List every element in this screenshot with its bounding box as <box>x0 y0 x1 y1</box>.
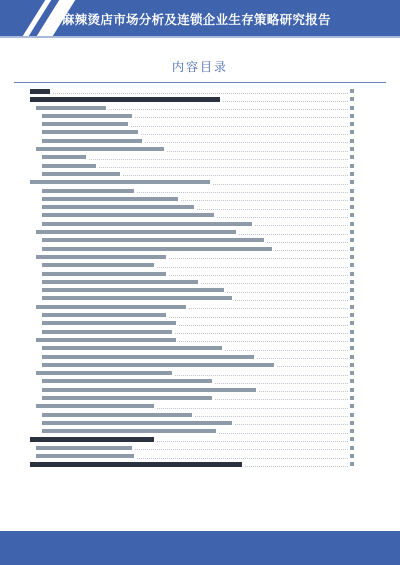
toc-entry[interactable] <box>30 262 354 270</box>
toc-entry-label <box>42 429 216 433</box>
toc-leader-dots <box>137 192 348 193</box>
toc-entry[interactable] <box>30 237 354 245</box>
toc-heading: 内容目录 <box>171 60 228 74</box>
toc-page-number <box>350 446 354 450</box>
toc-entry-label <box>42 313 166 317</box>
toc-page-number <box>350 321 354 325</box>
toc-page-number <box>350 454 354 458</box>
toc-page-number <box>350 404 354 408</box>
toc-entry-label <box>42 155 86 159</box>
toc-page-number <box>350 106 354 110</box>
toc-entry-label <box>42 272 166 276</box>
toc-entry-label <box>42 189 134 193</box>
toc-leader-dots <box>277 366 348 367</box>
toc-entry-label <box>36 305 186 309</box>
toc-page-number <box>350 139 354 143</box>
toc-leader-dots <box>157 267 348 268</box>
toc-page-number <box>350 172 354 176</box>
toc-page-number <box>350 205 354 209</box>
toc-entry-label <box>42 114 132 118</box>
toc-entry[interactable] <box>30 163 354 171</box>
toc-leader-dots <box>245 466 348 467</box>
toc-leader-dots <box>213 184 348 185</box>
toc-leader-dots <box>255 225 348 226</box>
toc-entry[interactable] <box>30 387 354 395</box>
toc-leader-dots <box>227 292 348 293</box>
toc-leader-dots <box>197 209 348 210</box>
toc-page-number <box>350 429 354 433</box>
toc-entry-label <box>42 355 254 359</box>
toc-page-number <box>350 147 354 151</box>
toc-entry-label <box>42 280 198 284</box>
toc-leader-dots <box>109 109 348 110</box>
toc-leader-dots <box>179 341 348 342</box>
toc-page-number <box>350 164 354 168</box>
toc-entry-label <box>36 454 134 458</box>
toc-page-number <box>350 263 354 267</box>
toc-entry[interactable] <box>30 96 354 104</box>
toc-entry[interactable] <box>30 354 354 362</box>
toc-entry-label <box>42 346 222 350</box>
toc-entry[interactable] <box>30 254 354 262</box>
toc-leader-dots <box>123 175 348 176</box>
toc-leader-dots <box>257 358 348 359</box>
toc-leader-dots <box>239 234 348 235</box>
toc-leader-dots <box>189 308 348 309</box>
toc-entry-label <box>42 330 172 334</box>
toc-page-number <box>350 388 354 392</box>
toc-leader-dots <box>181 200 348 201</box>
toc-page-number <box>350 338 354 342</box>
toc-page-number <box>350 130 354 134</box>
toc-entry-label <box>30 462 242 467</box>
toc-page-number <box>350 462 354 466</box>
toc-entry[interactable] <box>30 129 354 137</box>
toc-leader-dots <box>137 458 348 459</box>
toc-page-number <box>350 371 354 375</box>
toc-page-number <box>350 272 354 276</box>
toc-entry[interactable] <box>30 412 354 420</box>
toc-leader-dots <box>235 424 348 425</box>
toc-entry-label <box>42 413 192 417</box>
toc-entry-label <box>42 421 232 425</box>
toc-entry[interactable] <box>30 271 354 279</box>
toc-page-number <box>350 122 354 126</box>
toc-leader-dots <box>145 142 348 143</box>
toc-page-number <box>350 255 354 259</box>
toc-entry-label <box>42 321 176 325</box>
toc-page-number <box>350 222 354 226</box>
toc-entry[interactable] <box>30 279 354 287</box>
toc-page-number <box>350 155 354 159</box>
toc-entry[interactable] <box>30 295 354 303</box>
toc-entry-label <box>42 197 178 201</box>
toc-entry-label <box>42 388 256 392</box>
toc-leader-dots <box>169 258 348 259</box>
toc-page-number <box>350 421 354 425</box>
toc-entry[interactable] <box>30 461 354 469</box>
toc-leader-dots <box>141 134 348 135</box>
toc-leader-dots <box>131 126 348 127</box>
toc-entry-label <box>42 213 214 217</box>
toc-entry-label <box>42 130 138 134</box>
toc-entry[interactable] <box>30 188 354 196</box>
toc-leader-dots <box>275 250 348 251</box>
toc-leader-dots <box>135 449 348 450</box>
toc-leader-dots <box>169 317 348 318</box>
toc-leader-dots <box>259 391 348 392</box>
toc-entry-label <box>42 139 142 143</box>
toc-entry[interactable] <box>30 171 354 179</box>
toc-leader-dots <box>225 350 348 351</box>
toc-leader-dots <box>179 325 348 326</box>
toc-entry[interactable] <box>30 370 354 378</box>
toc-leader-dots <box>201 283 348 284</box>
toc-page-number <box>350 305 354 309</box>
toc-entry[interactable] <box>30 88 354 96</box>
toc-page-number <box>350 296 354 300</box>
toc-heading-rule <box>14 82 386 83</box>
toc-entry-label <box>42 379 212 383</box>
toc-page-number <box>350 346 354 350</box>
toc-entry-label <box>36 446 132 450</box>
toc-entry-label <box>42 396 212 400</box>
toc-page-number <box>350 97 354 101</box>
toc-leader-dots <box>235 300 348 301</box>
toc-entry-label <box>36 371 172 375</box>
toc-entry-label <box>36 404 154 408</box>
toc-entry[interactable] <box>30 445 354 453</box>
toc-page-number <box>350 230 354 234</box>
toc-entry[interactable] <box>30 204 354 212</box>
toc-entry[interactable] <box>30 138 354 146</box>
toc-entry-label <box>36 230 236 234</box>
toc-leader-dots <box>195 416 348 417</box>
toc-leader-dots <box>169 275 348 276</box>
toc-page-number <box>350 247 354 251</box>
toc-entry-label <box>36 255 166 259</box>
toc-entry-label <box>42 263 154 267</box>
toc-page-number <box>350 180 354 184</box>
toc-leader-dots <box>219 433 348 434</box>
toc-entry[interactable] <box>30 453 354 461</box>
toc-leader-dots <box>89 159 348 160</box>
toc-entry[interactable] <box>30 345 354 353</box>
toc-page-number <box>350 437 354 441</box>
toc-leader-dots <box>217 217 348 218</box>
toc-leader-dots <box>267 242 348 243</box>
toc-entry-label <box>42 205 194 209</box>
toc-entry[interactable] <box>30 146 354 154</box>
toc-page-number <box>350 355 354 359</box>
toc-entry[interactable] <box>30 105 354 113</box>
toc-page-number <box>350 213 354 217</box>
toc-entry-label <box>42 288 224 292</box>
toc-page-number <box>350 280 354 284</box>
page-header <box>0 0 400 36</box>
toc-page-number <box>350 189 354 193</box>
toc-page-number <box>350 114 354 118</box>
toc-entry[interactable] <box>30 329 354 337</box>
toc-page-number <box>350 413 354 417</box>
toc-entry[interactable] <box>30 229 354 237</box>
table-of-contents <box>30 88 354 470</box>
toc-entry-label <box>42 238 264 242</box>
toc-entry[interactable] <box>30 221 354 229</box>
toc-entry[interactable] <box>30 420 354 428</box>
toc-entry-label <box>30 437 154 442</box>
toc-entry-label <box>42 296 232 300</box>
toc-entry[interactable] <box>30 312 354 320</box>
toc-entry-label <box>42 172 120 176</box>
toc-entry[interactable] <box>30 304 354 312</box>
toc-leader-dots <box>135 117 348 118</box>
toc-entry[interactable] <box>30 436 354 444</box>
page-footer <box>0 531 400 565</box>
toc-leader-dots <box>99 167 348 168</box>
toc-entry[interactable] <box>30 246 354 254</box>
toc-entry[interactable] <box>30 179 354 187</box>
toc-entry-label <box>42 122 128 126</box>
toc-entry[interactable] <box>30 113 354 121</box>
toc-page-number <box>350 89 354 93</box>
toc-page-number <box>350 363 354 367</box>
toc-entry[interactable] <box>30 154 354 162</box>
toc-leader-dots <box>167 151 348 152</box>
report-title: 麻辣烫店市场分析及连锁企业生存策略研究报告 <box>62 12 331 27</box>
toc-leader-dots <box>53 93 348 94</box>
toc-page-number <box>350 396 354 400</box>
toc-leader-dots <box>215 399 348 400</box>
header-divider <box>0 36 400 38</box>
toc-entry[interactable] <box>30 378 354 386</box>
toc-leader-dots <box>223 101 348 102</box>
toc-entry[interactable] <box>30 362 354 370</box>
toc-entry-label <box>42 164 96 168</box>
toc-entry[interactable] <box>30 320 354 328</box>
toc-leader-dots <box>157 441 348 442</box>
toc-entry-label <box>42 363 274 367</box>
toc-entry[interactable] <box>30 212 354 220</box>
toc-leader-dots <box>175 375 348 376</box>
toc-entry-label <box>42 222 252 226</box>
toc-leader-dots <box>215 383 348 384</box>
toc-entry-label <box>30 97 220 102</box>
toc-page-number <box>350 197 354 201</box>
toc-page-number <box>350 288 354 292</box>
toc-entry-label <box>36 338 176 342</box>
toc-entry-label <box>30 180 210 184</box>
toc-entry[interactable] <box>30 403 354 411</box>
toc-entry-label <box>42 247 272 251</box>
toc-page-number <box>350 238 354 242</box>
toc-page-number <box>350 379 354 383</box>
toc-leader-dots <box>157 408 348 409</box>
toc-page-number <box>350 313 354 317</box>
toc-entry[interactable] <box>30 337 354 345</box>
toc-page-number <box>350 330 354 334</box>
toc-entry-label <box>36 106 106 110</box>
toc-leader-dots <box>175 333 348 334</box>
toc-entry[interactable] <box>30 395 354 403</box>
toc-entry[interactable] <box>30 121 354 129</box>
toc-entry[interactable] <box>30 287 354 295</box>
toc-entry-label <box>36 147 164 151</box>
toc-entry-label <box>30 89 50 94</box>
toc-entry[interactable] <box>30 196 354 204</box>
toc-entry[interactable] <box>30 428 354 436</box>
